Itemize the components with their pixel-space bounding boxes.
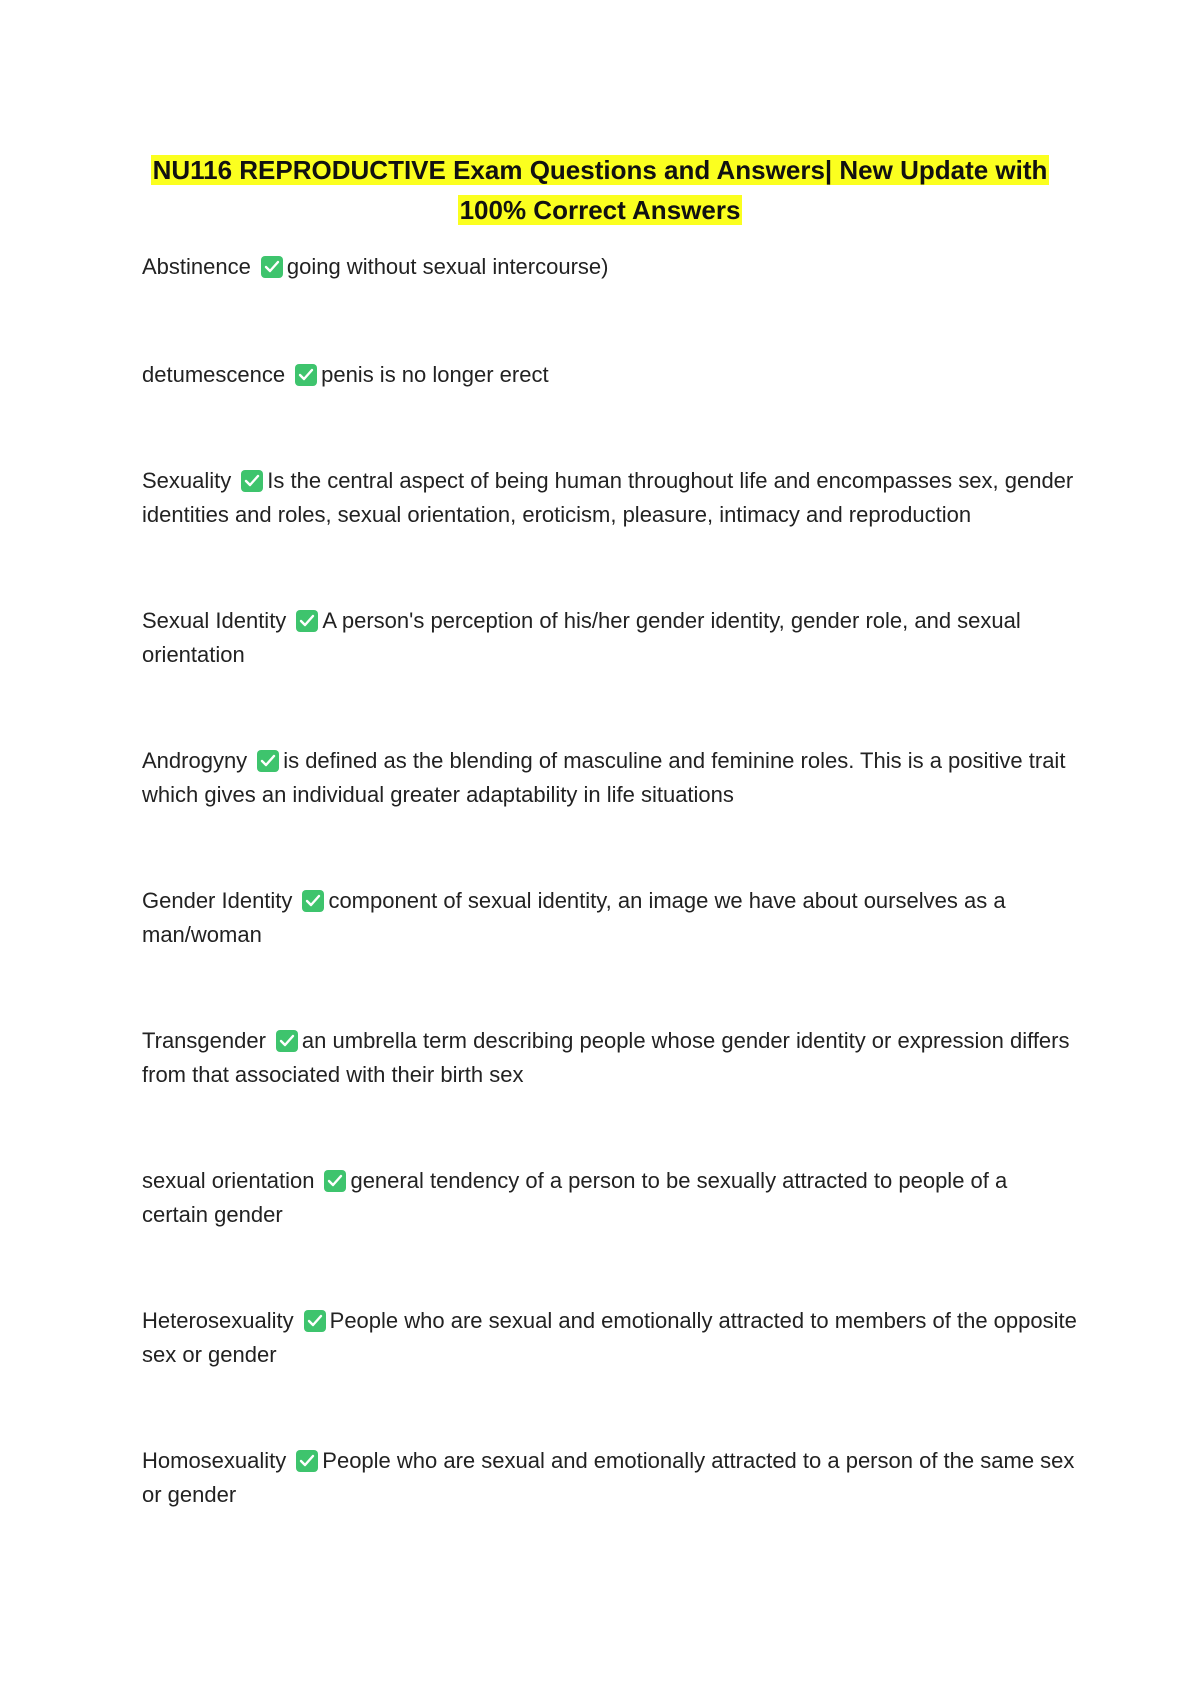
check-icon <box>295 364 317 386</box>
check-icon <box>296 1450 318 1472</box>
qa-entry <box>142 464 1077 532</box>
term: sexual orientation <box>142 1168 315 1193</box>
document-title <box>140 150 1060 230</box>
check-icon <box>304 1310 326 1332</box>
qa-entry <box>142 1024 1077 1092</box>
check-icon <box>276 1030 298 1052</box>
definition: component of sexual identity, an image we have about ourselves as a man/woman <box>142 888 1006 947</box>
term: Heterosexuality <box>142 1308 294 1333</box>
term: Androgyny <box>142 748 248 773</box>
definition: going without sexual intercourse) <box>286 254 609 279</box>
qa-entry <box>142 884 1077 952</box>
definition: penis is no longer erect <box>321 362 549 387</box>
definition: general tendency of a person to be sexually attracted to people of a certain gender <box>142 1168 1008 1227</box>
qa-entry <box>142 744 1077 812</box>
definition: Is the central aspect of being human throughout life and encompasses sex, gender identities and roles, sexual orientation, eroticism, pleasure, intimacy and reproduction <box>142 468 1074 527</box>
term: Sexual Identity <box>142 608 287 633</box>
term: Transgender <box>142 1028 266 1053</box>
check-icon <box>257 750 279 772</box>
qa-entry <box>142 1444 1077 1512</box>
term: Sexuality <box>142 468 232 493</box>
definition: is defined as the blending of masculine and feminine roles. This is a positive trait which gives an individual greater adaptability in life situations <box>142 748 1066 807</box>
check-icon <box>296 610 318 632</box>
term: detumescence <box>142 362 286 387</box>
definition: an umbrella term describing people whose gender identity or expression differs from that associated with their birth sex <box>142 1028 1070 1087</box>
term: Gender Identity <box>142 888 293 913</box>
term: Homosexuality <box>142 1448 287 1473</box>
qa-entry <box>142 604 1077 672</box>
title-highlight: NU116 REPRODUCTIVE Exam Questions and Answers| New Update with 100% Correct Answers <box>152 155 1048 225</box>
qa-entry <box>142 358 1077 392</box>
term: Abstinence <box>142 254 251 279</box>
check-icon <box>302 890 324 912</box>
check-icon <box>241 470 263 492</box>
definition: People who are sexual and emotionally attracted to a person of the same sex or gender <box>142 1448 1075 1507</box>
qa-entry <box>142 1164 1077 1232</box>
qa-entry <box>142 1304 1077 1372</box>
check-icon <box>261 256 283 278</box>
definition: People who are sexual and emotionally attracted to members of the opposite sex or gender <box>142 1308 1077 1367</box>
check-icon <box>324 1170 346 1192</box>
definition: A person's perception of his/her gender identity, gender role, and sexual orientation <box>142 608 1021 667</box>
qa-entry <box>142 250 1077 284</box>
